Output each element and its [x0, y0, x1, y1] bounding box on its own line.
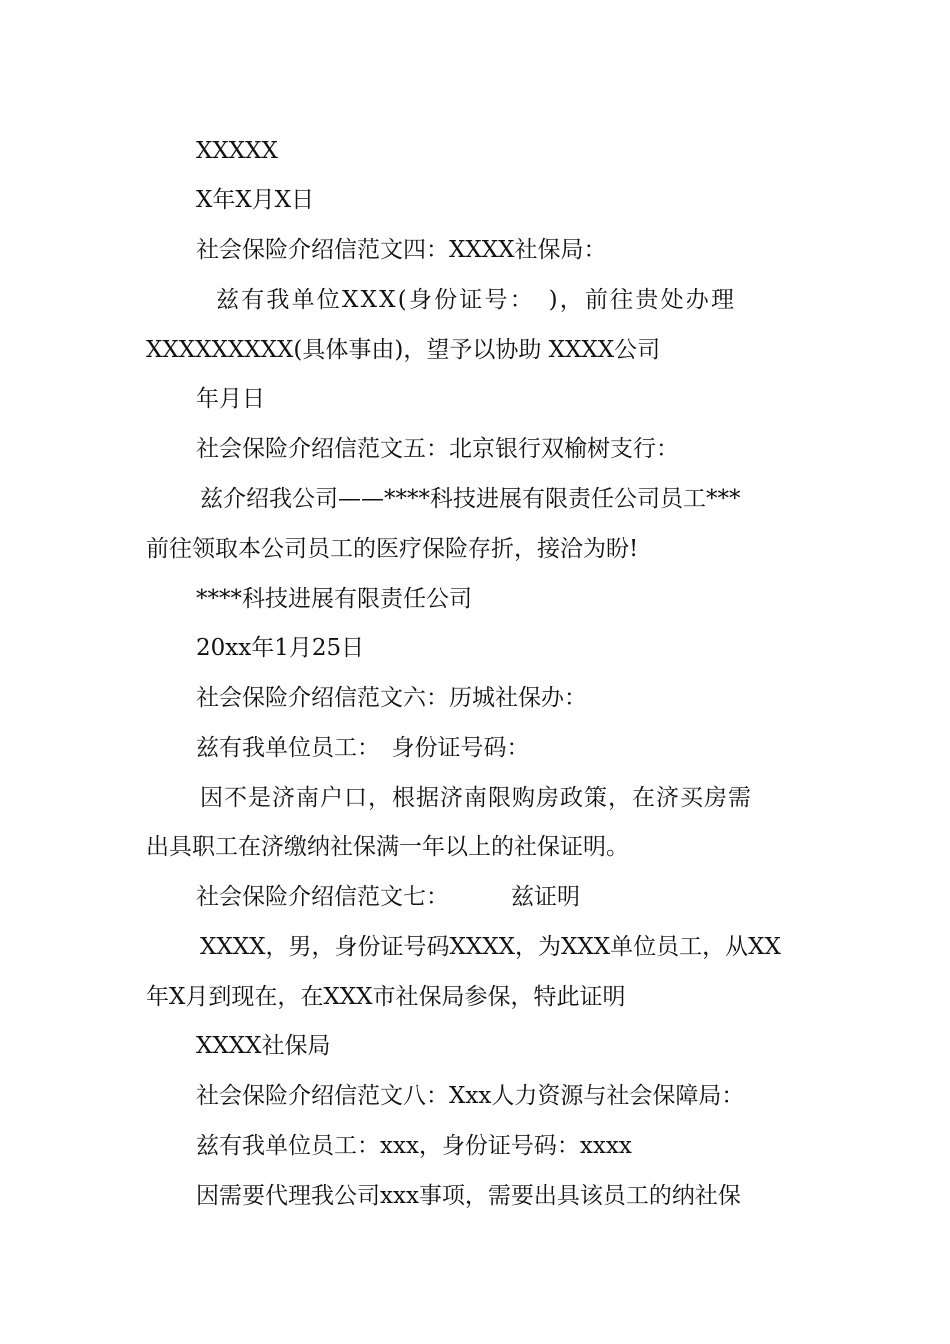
text-line: XXXX，男，身份证号码XXXX，为XXX单位员工，从XX	[200, 934, 781, 960]
text-line: 兹有我单位员工： 身份证号码：	[196, 735, 530, 761]
text-line: 兹介绍我公司——****科技进展有限责任公司员工***	[200, 486, 741, 512]
section-heading	[0, 882, 950, 912]
text-line: 兹有我单位员工：xxx，身份证号码：xxxx	[196, 1133, 632, 1159]
text-line: 20xx年1月25日	[196, 635, 365, 661]
text-line: 因不是济南户口，根据济南限购房政策，在济买房需	[200, 785, 752, 811]
section-heading: 社会保险介绍信范文八：Xxx人力资源与社会保障局：	[196, 1083, 745, 1109]
text-line: 出具职工在济缴纳社保满一年以上的社保证明。	[146, 834, 629, 860]
section-heading: 社会保险介绍信范文四：XXXX社保局：	[196, 237, 607, 263]
text-line: ****科技进展有限责任公司	[196, 586, 472, 612]
certificate-title: 兹证明	[511, 884, 580, 910]
text-line: X年X月X日	[196, 187, 315, 213]
text-line: XXXXXXXXX(具体事由)，望予以协助 XXXX公司	[146, 337, 661, 363]
text-line: 因需要代理我公司xxx事项，需要出具该员工的纳社保	[196, 1183, 741, 1209]
section-heading: 社会保险介绍信范文五：北京银行双榆树支行：	[196, 436, 679, 462]
text-line: XXXX社保局	[196, 1033, 331, 1059]
text-line: 年X月到现在，在XXX市社保局参保，特此证明	[146, 984, 626, 1010]
section-heading-label: 社会保险介绍信范文七：	[196, 884, 449, 910]
section-heading: 社会保险介绍信范文六：历城社保办：	[196, 685, 587, 711]
text-line: XXXXX	[196, 138, 278, 164]
text-line: 前往领取本公司员工的医疗保险存折，接洽为盼!	[146, 536, 639, 562]
text-line: 年月日	[196, 386, 265, 412]
text-line: 兹有我单位XXX(身份证号： )，前往贵处办理	[216, 287, 737, 313]
